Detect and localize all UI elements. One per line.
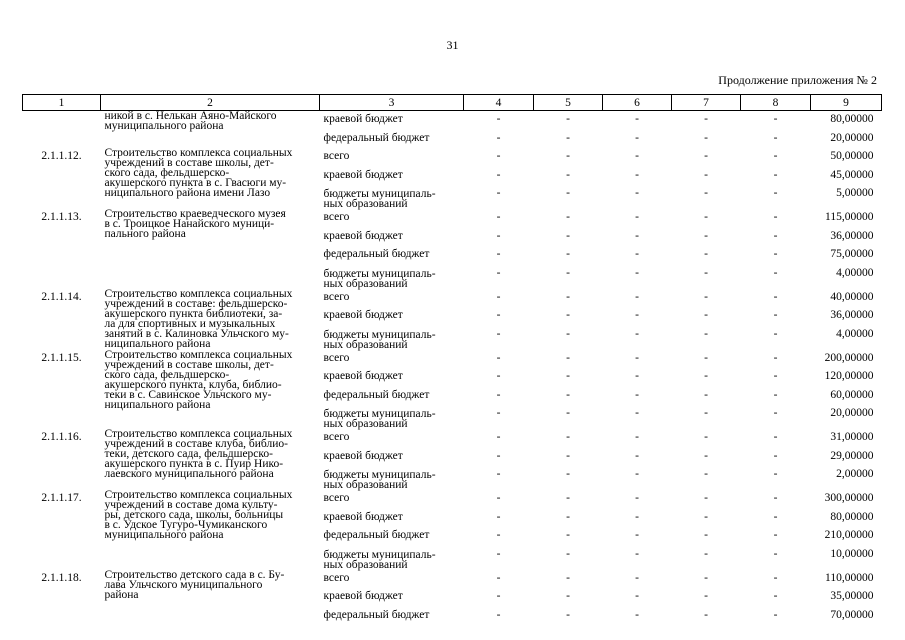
- year-value-empty: -: [635, 327, 639, 340]
- item-name-line: теки в с. Савинское Ульчского му-: [104, 388, 272, 401]
- year-value-empty: -: [773, 547, 778, 560]
- item-name-line: Строительство комплекса социальных: [104, 489, 293, 501]
- year-value-empty: -: [704, 370, 708, 382]
- year-value-empty: -: [496, 248, 501, 260]
- year-value-empty: -: [704, 168, 708, 181]
- total-value: 4,00000: [836, 327, 874, 340]
- table-row: [23, 148, 882, 167]
- year-value-empty: -: [635, 229, 639, 242]
- year-value-empty: -: [496, 131, 501, 144]
- total-value: 5,00000: [836, 187, 874, 199]
- funding-source-line: краевой бюджет: [323, 590, 403, 602]
- funding-source-line: краевой бюджет: [323, 309, 403, 321]
- item-code: 2.1.1.16.: [41, 431, 82, 443]
- year-value-empty: -: [773, 266, 778, 279]
- column-header: 5: [534, 95, 603, 111]
- year-value-empty: -: [496, 510, 501, 523]
- total-value: 80,00000: [830, 113, 874, 125]
- funding-source-line: бюджеты муниципаль-: [323, 469, 436, 481]
- item-name-line: акушерского пункта библиотеки, за-: [104, 307, 283, 320]
- table-row: [23, 111, 882, 130]
- item-name-line: ры, детского сада, школы, больницы: [104, 509, 284, 521]
- year-value-empty: -: [773, 449, 778, 462]
- year-value-empty: -: [496, 327, 501, 340]
- funding-source: [320, 405, 464, 429]
- year-value-empty: -: [496, 431, 501, 443]
- year-value-empty: -: [704, 266, 708, 279]
- funding-source-line: федеральный бюджет: [323, 131, 430, 144]
- item-name-line: ниципального района имени Лазо: [104, 187, 271, 199]
- table-body: [23, 111, 882, 626]
- year-value-empty: -: [704, 492, 708, 504]
- year-value-empty: -: [773, 510, 778, 523]
- year-value-empty: -: [704, 547, 708, 560]
- item-name-line: Строительство комплекса социальных: [104, 147, 293, 159]
- item-code: 2.1.1.13.: [41, 211, 82, 223]
- item-name-line: ского сада, фельдшерско-: [104, 167, 230, 179]
- total-value: 4,00000: [836, 266, 874, 279]
- item-name: [101, 148, 320, 209]
- year-value-empty: -: [773, 187, 778, 199]
- year-value-empty: -: [496, 229, 501, 242]
- year-value-empty: -: [496, 529, 501, 541]
- header-row: [23, 95, 882, 111]
- year-value-empty: -: [773, 150, 778, 162]
- funding-source-line: всего: [323, 431, 350, 443]
- funding-source: [320, 527, 464, 546]
- funding-source-line: всего: [323, 150, 350, 162]
- year-value-empty: -: [773, 571, 778, 584]
- item-code: 2.1.1.17.: [41, 492, 82, 504]
- item-code: 2.1.1.14.: [41, 290, 82, 303]
- year-value-empty: -: [496, 351, 501, 364]
- item-name: [101, 429, 320, 490]
- total-value: 45,00000: [830, 168, 874, 181]
- table-row: [23, 350, 882, 369]
- year-value-empty: -: [566, 449, 570, 462]
- item-name-line: Строительство комплекса социальных: [104, 348, 293, 361]
- item-name-line: в с. Троицкое Нанайского муници-: [104, 218, 275, 230]
- total-value: 115,00000: [825, 211, 874, 223]
- year-value-empty: -: [773, 608, 778, 621]
- funding-source: [320, 130, 464, 149]
- item-name-line: Строительство краеведческого музея: [104, 208, 286, 220]
- funding-source: [320, 588, 464, 607]
- year-value-empty: -: [773, 407, 778, 419]
- year-value-empty: -: [566, 351, 570, 364]
- year-value-empty: -: [635, 290, 639, 303]
- year-value-empty: -: [566, 510, 570, 523]
- funding-source: [320, 289, 464, 308]
- item-name-line: муниципального района: [104, 120, 224, 132]
- year-value-empty: -: [635, 113, 639, 125]
- year-value-empty: -: [773, 529, 778, 541]
- funding-source-line: федеральный бюджет: [323, 529, 430, 541]
- year-value-empty: -: [635, 266, 639, 279]
- item-name-line: Строительство комплекса социальных: [104, 287, 293, 300]
- table-row: [23, 570, 882, 589]
- funding-source-line: ных образований: [323, 338, 408, 351]
- total-value: 20,00000: [830, 131, 874, 144]
- year-value-empty: -: [496, 266, 501, 279]
- funding-source: [320, 228, 464, 247]
- total-value: 300,00000: [824, 492, 874, 504]
- year-value-empty: -: [496, 150, 501, 162]
- funding-source-line: ных образований: [323, 479, 408, 491]
- funding-source-line: краевой бюджет: [323, 370, 403, 382]
- column-header: 9: [811, 95, 882, 111]
- item-name-line: пального района: [104, 228, 186, 240]
- funding-source: [320, 368, 464, 387]
- year-value-empty: -: [496, 449, 501, 462]
- year-value-empty: -: [704, 248, 708, 260]
- column-header: 7: [672, 95, 741, 111]
- year-value-empty: -: [566, 547, 570, 560]
- total-value: 36,00000: [830, 309, 874, 321]
- year-value-empty: -: [496, 309, 501, 321]
- year-value-empty: -: [773, 468, 778, 480]
- year-value-empty: -: [773, 370, 778, 382]
- item-name-line: теки, детского сада, фельдшерско-: [104, 448, 273, 460]
- funding-source-line: бюджеты муниципаль-: [323, 328, 436, 341]
- year-value-empty: -: [773, 248, 778, 260]
- year-value-empty: -: [635, 131, 639, 144]
- year-value-empty: -: [635, 510, 639, 523]
- item-name-line: занятий в с. Калиновка Ульчского му-: [104, 327, 289, 340]
- funding-source: [320, 607, 464, 626]
- year-value-empty: -: [635, 590, 639, 602]
- funding-source-line: всего: [323, 211, 350, 223]
- year-value-empty: -: [773, 229, 778, 242]
- total-value: 50,00000: [830, 150, 874, 162]
- year-value-empty: -: [635, 211, 639, 223]
- year-value-empty: -: [704, 468, 708, 480]
- funding-source-line: федеральный бюджет: [323, 248, 430, 260]
- year-value-empty: -: [773, 309, 778, 321]
- year-value-empty: -: [566, 608, 570, 621]
- funding-source-line: краевой бюджет: [323, 510, 403, 523]
- funding-source: [320, 326, 464, 350]
- funding-source: [320, 246, 464, 265]
- year-value-empty: -: [704, 510, 708, 523]
- funding-source: [320, 265, 464, 289]
- total-value: 60,00000: [830, 388, 874, 401]
- year-value-empty: -: [635, 571, 639, 584]
- total-value: 35,00000: [830, 590, 874, 602]
- item-name-line: ниципального района: [104, 337, 211, 350]
- budget-table: [22, 94, 882, 625]
- total-value: 36,00000: [830, 229, 874, 242]
- item-name-line: лава Ульчского муниципального: [104, 578, 263, 591]
- year-value-empty: -: [704, 229, 708, 242]
- funding-source: [320, 546, 464, 570]
- year-value-empty: -: [773, 590, 778, 602]
- item-name-line: учреждений в составе школы, дет-: [104, 358, 274, 371]
- year-value-empty: -: [635, 407, 639, 419]
- total-value: 80,00000: [830, 510, 874, 523]
- total-value: 29,00000: [830, 449, 874, 462]
- year-value-empty: -: [773, 290, 778, 303]
- year-value-empty: -: [496, 468, 501, 480]
- total-value: 20,00000: [830, 407, 874, 419]
- item-name-line: учреждений в составе дома культу-: [104, 499, 278, 511]
- item-name-line: учреждений в составе клуба, библио-: [104, 438, 288, 450]
- year-value-empty: -: [773, 168, 778, 181]
- column-header: 8: [741, 95, 811, 111]
- funding-source-line: краевой бюджет: [323, 113, 403, 125]
- total-value: 200,00000: [824, 351, 874, 364]
- year-value-empty: -: [635, 449, 639, 462]
- total-value: 2,00000: [836, 468, 874, 480]
- year-value-empty: -: [635, 351, 639, 364]
- year-value-empty: -: [704, 131, 708, 144]
- year-value-empty: -: [496, 187, 501, 199]
- year-value-empty: -: [704, 351, 708, 364]
- funding-source: [320, 209, 464, 228]
- year-value-empty: -: [635, 388, 639, 401]
- year-value-empty: -: [773, 327, 778, 340]
- item-name-line: учреждений в составе школы, дет-: [104, 157, 274, 169]
- year-value-empty: -: [704, 388, 708, 401]
- year-value-empty: -: [704, 187, 708, 199]
- item-name-line: ниципального района: [104, 398, 211, 411]
- total-value: 40,00000: [830, 290, 874, 303]
- year-value-empty: -: [566, 150, 570, 162]
- funding-source-line: ных образований: [323, 418, 408, 430]
- funding-source-line: всего: [323, 351, 350, 364]
- year-value-empty: -: [566, 407, 570, 419]
- year-value-empty: -: [496, 590, 501, 602]
- year-value-empty: -: [635, 187, 639, 199]
- column-header: 4: [464, 95, 534, 111]
- year-value-empty: -: [773, 431, 778, 443]
- year-value-empty: -: [635, 492, 639, 504]
- funding-source: [320, 466, 464, 490]
- year-value-empty: -: [635, 431, 639, 443]
- funding-source: [320, 429, 464, 448]
- year-value-empty: -: [773, 351, 778, 364]
- year-value-empty: -: [566, 187, 570, 199]
- year-value-empty: -: [566, 370, 570, 382]
- funding-source-line: бюджеты муниципаль-: [323, 408, 436, 420]
- item-name: [101, 490, 320, 570]
- year-value-empty: -: [496, 608, 501, 621]
- year-value-empty: -: [566, 529, 570, 541]
- year-value-empty: -: [704, 150, 708, 162]
- funding-source-line: ных образований: [323, 198, 408, 210]
- item-name-line: ского сада, фельдшерско-: [104, 368, 230, 381]
- funding-source: [320, 148, 464, 167]
- year-value-empty: -: [635, 248, 639, 260]
- funding-source-line: краевой бюджет: [323, 229, 403, 242]
- year-value-empty: -: [566, 590, 570, 602]
- year-value-empty: -: [704, 449, 708, 462]
- funding-source-line: бюджеты муниципаль-: [323, 548, 436, 561]
- funding-source: [320, 509, 464, 528]
- item-name-line: акушерского пункта в с. Пуир Нико-: [104, 458, 284, 470]
- year-value-empty: -: [496, 388, 501, 401]
- funding-source-line: краевой бюджет: [323, 449, 403, 462]
- year-value-empty: -: [773, 492, 778, 504]
- item-name: [101, 289, 320, 350]
- funding-source: [320, 307, 464, 326]
- year-value-empty: -: [496, 211, 501, 223]
- year-value-empty: -: [566, 431, 570, 443]
- item-name-line: Строительство детского сада в с. Бу-: [104, 568, 285, 581]
- year-value-empty: -: [773, 211, 778, 223]
- table-row: [23, 490, 882, 509]
- page-number: 31: [446, 38, 459, 52]
- year-value-empty: -: [773, 113, 778, 125]
- item-name-line: никой в с. Нелькан Аяно-Майского: [104, 110, 277, 122]
- year-value-empty: -: [704, 529, 708, 541]
- funding-source: [320, 387, 464, 406]
- year-value-empty: -: [496, 113, 501, 125]
- continuation-caption: Продолжение приложения № 2: [718, 73, 877, 87]
- funding-source: [320, 185, 464, 209]
- item-name: [101, 350, 320, 430]
- funding-source: [320, 167, 464, 186]
- item-code: [23, 111, 101, 149]
- year-value-empty: -: [635, 370, 639, 382]
- item-name: [101, 570, 320, 626]
- funding-source: [320, 350, 464, 369]
- year-value-empty: -: [566, 266, 570, 279]
- total-value: 110,00000: [825, 571, 874, 584]
- year-value-empty: -: [704, 571, 708, 584]
- year-value-empty: -: [704, 407, 708, 419]
- funding-source-line: ных образований: [323, 277, 408, 290]
- year-value-empty: -: [773, 131, 778, 144]
- year-value-empty: -: [496, 571, 501, 584]
- year-value-empty: -: [704, 290, 708, 303]
- year-value-empty: -: [496, 168, 501, 181]
- year-value-empty: -: [704, 327, 708, 340]
- year-value-empty: -: [566, 327, 570, 340]
- year-value-empty: -: [566, 248, 570, 260]
- year-value-empty: -: [566, 388, 570, 401]
- funding-source-line: федеральный бюджет: [323, 608, 430, 621]
- year-value-empty: -: [773, 388, 778, 401]
- funding-source-line: ных образований: [323, 558, 408, 571]
- funding-source-line: всего: [323, 492, 350, 504]
- column-header: 3: [320, 95, 464, 111]
- item-name: [101, 111, 320, 149]
- total-value: 10,00000: [830, 547, 874, 560]
- item-name-line: муниципального района: [104, 529, 224, 541]
- year-value-empty: -: [566, 168, 570, 181]
- item-name-line: в с. Удское Тугуро-Чумиканского: [104, 519, 268, 531]
- year-value-empty: -: [566, 211, 570, 223]
- total-value: 31,00000: [830, 431, 874, 443]
- item-name-line: лаевского муниципального района: [104, 468, 274, 480]
- year-value-empty: -: [566, 468, 570, 480]
- year-value-empty: -: [566, 571, 570, 584]
- funding-source: [320, 570, 464, 589]
- total-value: 120,00000: [824, 370, 874, 382]
- funding-source-line: бюджеты муниципаль-: [323, 188, 436, 200]
- year-value-empty: -: [704, 211, 708, 223]
- year-value-empty: -: [635, 150, 639, 162]
- item-name-line: района: [104, 588, 139, 601]
- item-code: 2.1.1.18.: [41, 571, 82, 584]
- year-value-empty: -: [704, 113, 708, 125]
- table-row: [23, 289, 882, 308]
- funding-source-line: всего: [323, 290, 350, 303]
- total-value: 70,00000: [830, 608, 874, 621]
- year-value-empty: -: [566, 492, 570, 504]
- year-value-empty: -: [635, 168, 639, 181]
- funding-source-line: краевой бюджет: [323, 168, 403, 181]
- item-name-line: акушерского пункта, клуба, библио-: [104, 378, 282, 391]
- table-row: [23, 429, 882, 448]
- year-value-empty: -: [635, 309, 639, 321]
- year-value-empty: -: [566, 131, 570, 144]
- year-value-empty: -: [635, 468, 639, 480]
- year-value-empty: -: [704, 431, 708, 443]
- funding-source-line: всего: [323, 571, 350, 584]
- year-value-empty: -: [496, 290, 501, 303]
- item-name: [101, 209, 320, 289]
- year-value-empty: -: [496, 407, 501, 419]
- item-name-line: ла для спортивных и музыкальных: [104, 317, 276, 330]
- year-value-empty: -: [566, 309, 570, 321]
- funding-source: [320, 490, 464, 509]
- year-value-empty: -: [566, 113, 570, 125]
- item-name-line: учреждений в составе: фельдшерско-: [104, 297, 288, 310]
- item-name-line: акушерского пункта в с. Гвасюги му-: [104, 177, 287, 189]
- total-value: 210,00000: [824, 529, 874, 541]
- funding-source-line: федеральный бюджет: [323, 388, 430, 401]
- year-value-empty: -: [566, 229, 570, 242]
- year-value-empty: -: [704, 608, 708, 621]
- column-header: 2: [101, 95, 320, 111]
- year-value-empty: -: [635, 529, 639, 541]
- item-name-line: Строительство комплекса социальных: [104, 428, 293, 440]
- table-row: [23, 209, 882, 228]
- year-value-empty: -: [704, 309, 708, 321]
- year-value-empty: -: [496, 370, 501, 382]
- column-header: 1: [23, 95, 101, 111]
- funding-source: [320, 111, 464, 130]
- item-code: 2.1.1.12.: [41, 150, 82, 162]
- year-value-empty: -: [496, 492, 501, 504]
- year-value-empty: -: [635, 608, 639, 621]
- year-value-empty: -: [635, 547, 639, 560]
- column-header: 6: [603, 95, 672, 111]
- total-value: 75,00000: [830, 248, 874, 260]
- funding-source: [320, 448, 464, 467]
- year-value-empty: -: [566, 290, 570, 303]
- item-code: 2.1.1.15.: [41, 351, 82, 364]
- funding-source-line: бюджеты муниципаль-: [323, 267, 436, 280]
- year-value-empty: -: [704, 590, 708, 602]
- year-value-empty: -: [496, 547, 501, 560]
